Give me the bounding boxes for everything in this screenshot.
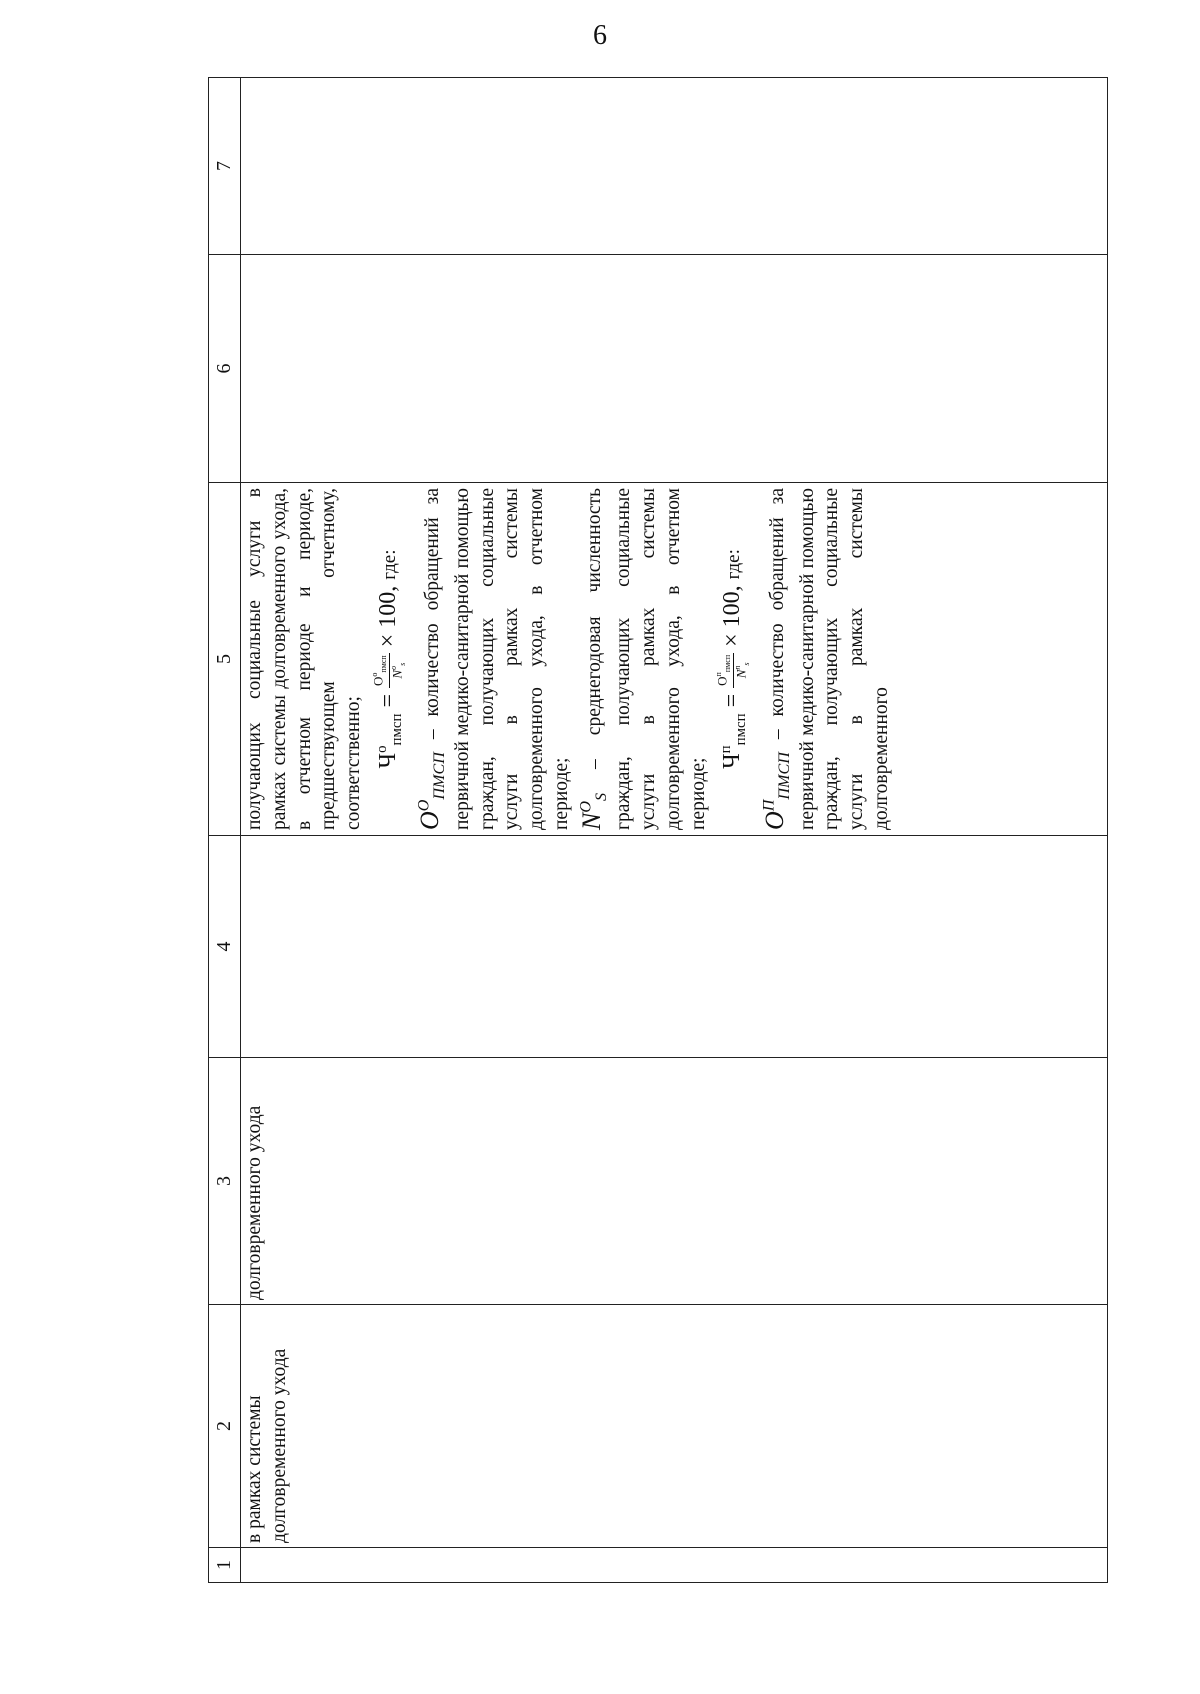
header-col-7: 7 [209, 78, 241, 255]
formula-2-times: × 100, [719, 585, 746, 647]
formula-1-fraction: $О^о_{пмсп}$ $N^о_s$ [369, 655, 407, 686]
cell-col-7 [241, 78, 1108, 255]
definition-2: $N^O_S$ – среднегодовая численность граждан, получающих социальные услуги в рамках системы долговременного ухода, в отчетном периоде; [576, 488, 709, 830]
definition-3: $O^П_{ПМСП}$ – количество обращений за первичной медико-санитарной помощью граждан, получающих социальные услуги в рамках системы долговременного [759, 488, 892, 830]
cell-col-2: в рамках системы долговременного ухода [241, 1305, 1108, 1548]
indicator-table [208, 77, 1108, 1583]
formula-1-lhs: $Ч^о_{пмсп}$ [373, 713, 405, 769]
header-col-6: 6 [209, 255, 241, 483]
header-col-4: 4 [209, 836, 241, 1058]
header-col-5: 5 [209, 483, 241, 836]
header-col-2: 2 [209, 1305, 241, 1548]
header-row [209, 78, 241, 1583]
cell-col-3: долговременного ухода [241, 1058, 1108, 1305]
page-number: 6 [593, 20, 607, 51]
rotated-table-wrapper [208, 78, 1108, 1583]
formula-2-fraction: $О^п_{пмсп}$ $N^п_s$ [714, 654, 752, 686]
rotated-table-container [208, 78, 1108, 1583]
formula-2: $Ч^п_{пмсп}$ = $О^п_{пмсп}$ $N^п_s$ × 100, где: [714, 549, 752, 769]
formula-1-times: × 100, [374, 585, 401, 648]
formula-2-lhs: $Ч^п_{пмсп}$ [718, 713, 749, 769]
header-col-3: 3 [209, 1058, 241, 1305]
formula-1: $Ч^о_{пмсп}$ = $О^о_{пмсп}$ $N^о_s$ × 100, где: [369, 549, 407, 769]
cell-col-1 [241, 1548, 1108, 1583]
cell-col-5 [241, 483, 1108, 836]
formula-2-tail: где: [723, 549, 745, 580]
table-row [241, 78, 1108, 1583]
definition-1: $O^O_{ПМСП}$ – количество обращений за первичной медико-санитарной помощью граждан, получающих социальные услуги в рамках системы долговременного ухода, в отчетном периоде; [415, 488, 572, 830]
col5-intro: получающих социальные услуги в рамках системы долговременного ухода, в отчетном периоде и периоде, предшествующем отчетному, соответственно; [244, 488, 364, 830]
cell-col-6 [241, 255, 1108, 483]
cell-col-4 [241, 836, 1108, 1058]
formula-1-tail: где: [378, 549, 400, 580]
header-col-1: 1 [209, 1548, 241, 1583]
